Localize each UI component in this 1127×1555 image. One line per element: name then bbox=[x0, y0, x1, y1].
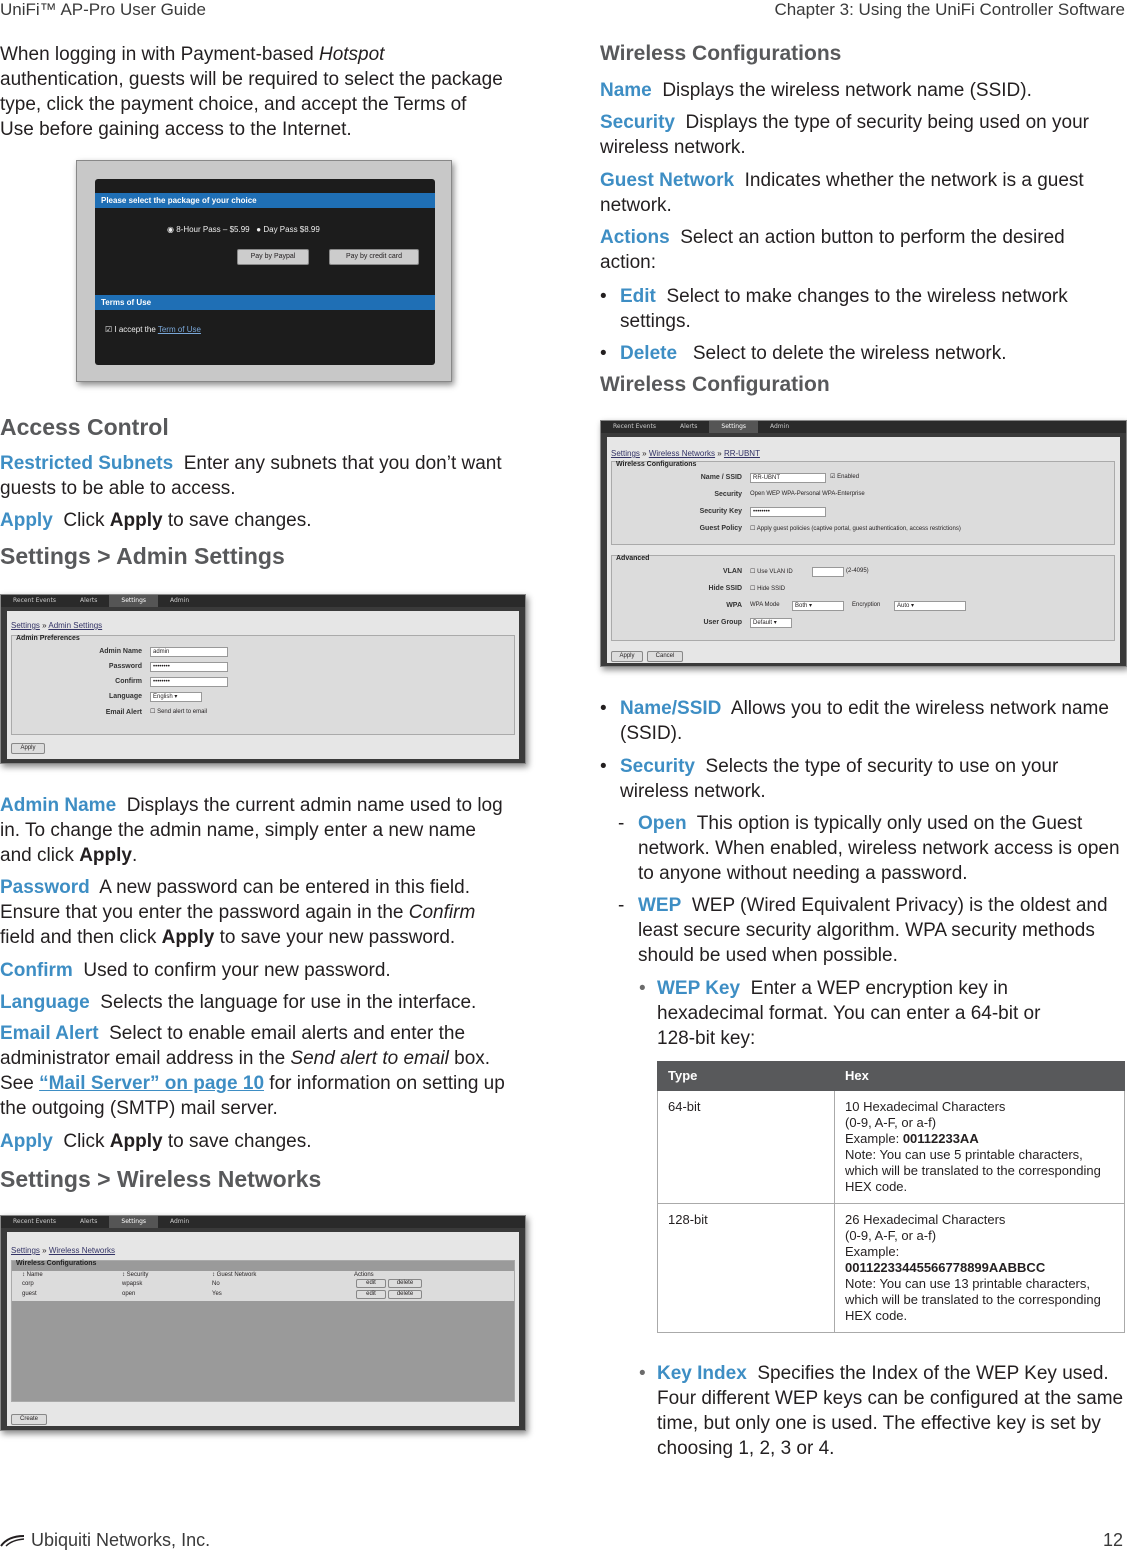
footer-company: Ubiquiti Networks, Inc. bbox=[0, 1530, 210, 1551]
admin-apply-desc: Apply Click Apply to save changes. bbox=[0, 1131, 312, 1152]
security-radios[interactable]: Open WEP WPA-Personal WPA-Enterprise bbox=[750, 491, 865, 497]
table-row: guest bbox=[22, 1291, 37, 1297]
guest-policy-label: Guest Policy bbox=[699, 525, 742, 532]
table-cell: 10 Hexadecimal Characters (0-9, A-F, or a-f) Example: 00112233AA Note: You can use 5 printable characters, which will be translated to the corresponding HEX code. bbox=[835, 1091, 1125, 1204]
table-cell: 26 Hexadecimal Characters (0-9, A-F, or a-f) Example: 00112233445566778899AABBCC Note: You can use 13 printable characters, which will be translated to the corresponding HEX code. bbox=[835, 1204, 1125, 1333]
confirm-desc: Confirm Used to confirm your new password. bbox=[0, 960, 391, 981]
encryption-label: Encryption bbox=[852, 602, 881, 608]
table-row: corp bbox=[22, 1281, 34, 1287]
hide-ssid-label: Hide SSID bbox=[708, 585, 742, 592]
language-label: Language bbox=[108, 693, 142, 700]
breadcrumb: Settings » Wireless Networks » RR-UBNT bbox=[611, 449, 760, 458]
password-input[interactable]: •••••••• bbox=[150, 662, 228, 672]
table-cell: open bbox=[122, 1291, 136, 1297]
ubiquiti-logo-icon bbox=[0, 1534, 26, 1548]
open-desc: - Open This option is typically only used on the Guest network. When enabled, wireless network access is open to anyone without needing a password. bbox=[618, 813, 1120, 884]
config-panel bbox=[607, 437, 1120, 663]
tab-recent-events[interactable]: Recent Events bbox=[13, 597, 56, 604]
radio-icon[interactable]: ◉ bbox=[167, 225, 174, 234]
column-hex: Hex bbox=[835, 1062, 1125, 1091]
apply-button[interactable]: Apply bbox=[611, 651, 643, 662]
tab-alerts[interactable]: Alerts bbox=[79, 1218, 98, 1225]
package-options: ◉ 8-Hour Pass – $5.99 ● Day Pass $8.99 bbox=[167, 225, 320, 234]
network-table bbox=[12, 1271, 514, 1301]
group-title: Admin Preferences bbox=[16, 635, 80, 642]
breadcrumb: Settings » Wireless Networks bbox=[11, 1246, 116, 1255]
table-cell: No bbox=[212, 1281, 220, 1287]
table-row bbox=[658, 1204, 1125, 1333]
pay-paypal-button[interactable]: Pay by Paypal bbox=[237, 249, 309, 265]
checkbox-icon[interactable]: ☑ bbox=[830, 474, 836, 480]
tab-bar bbox=[601, 421, 1126, 433]
guest-network-desc: Guest Network Indicates whether the network is a guest network. bbox=[600, 170, 1084, 216]
security-key-label: Security Key bbox=[699, 508, 742, 515]
security-key-input[interactable]: •••••••• bbox=[750, 507, 826, 517]
security-label: Security bbox=[714, 491, 742, 498]
cancel-button[interactable]: Cancel bbox=[647, 651, 683, 662]
guest-policy-checkbox[interactable]: ☐ Apply guest policies (captive portal, guest authentication, access restrictions) bbox=[750, 526, 961, 532]
email-alert-desc: Email Alert Select to enable email alerts and enter the administrator email address in the Send alert to email box. See “Mail Server” on page 10 for information on setting up the outgoing (SMTP) mail server. bbox=[0, 1023, 505, 1119]
user-group-label: User Group bbox=[703, 619, 742, 626]
encryption-select[interactable]: Auto ▾ bbox=[894, 601, 966, 611]
wep-desc: - WEP WEP (Wired Equivalent Privacy) is the oldest and least secure security algorithm. WPA security methods should be used when possible. bbox=[618, 895, 1108, 966]
password-label: Password bbox=[108, 663, 142, 670]
hotspot-intro: When logging in with Payment-based Hotspot authentication, guests will be required to select the package type, click the payment choice, and accept the Terms of Use before gaining access to the Internet. bbox=[0, 44, 503, 140]
wep-key-table bbox=[657, 1061, 1125, 1333]
email-alert-checkbox[interactable]: ☐ Send alert to email bbox=[150, 709, 208, 715]
table-cell: 64-bit bbox=[658, 1091, 835, 1204]
chevron-down-icon: ▾ bbox=[773, 620, 777, 626]
group-title: Advanced bbox=[616, 555, 650, 562]
key-index-desc: • Key Index Specifies the Index of the WEP Key used. Four different WEP keys can be configured at the same time, but only one is used. The effective key is set by choosing 1, 2, 3 or 4. bbox=[639, 1363, 1124, 1459]
checkbox-icon[interactable]: ☐ bbox=[750, 569, 756, 575]
tab-alerts[interactable]: Alerts bbox=[79, 597, 98, 604]
wireless-networks-heading: Settings > Wireless Networks bbox=[0, 1166, 322, 1192]
admin-name-label: Admin Name bbox=[99, 648, 142, 655]
admin-settings-screenshot bbox=[0, 594, 526, 764]
tab-admin[interactable]: Admin bbox=[170, 597, 190, 604]
table-cell: Yes bbox=[212, 1291, 222, 1297]
wireless-config-group bbox=[11, 1260, 515, 1402]
language-select[interactable]: English ▾ bbox=[150, 692, 202, 702]
chevron-down-icon: ▾ bbox=[174, 694, 178, 700]
confirm-input[interactable]: •••••••• bbox=[150, 677, 228, 687]
wireless-configurations-group bbox=[611, 461, 1115, 545]
confirm-label: Confirm bbox=[115, 678, 142, 685]
column-type: Type bbox=[658, 1062, 835, 1091]
hotspot-screenshot bbox=[76, 160, 452, 382]
vlan-input[interactable] bbox=[812, 567, 844, 577]
vlan-range: (2-4095) bbox=[846, 568, 869, 574]
wireless-configuration-screenshot bbox=[600, 420, 1127, 667]
email-alert-label: Email Alert bbox=[105, 709, 142, 716]
access-apply-desc: Apply Click Apply to save changes. bbox=[0, 510, 312, 531]
security-desc: Security Displays the type of security being used on your wireless network. bbox=[600, 112, 1089, 158]
wireless-panel bbox=[7, 1232, 519, 1426]
checkbox-icon[interactable]: ☐ bbox=[150, 709, 156, 715]
wep-key-desc: • WEP Key Enter a WEP encryption key in hexadecimal format. You can enter a 64-bit or 128-bit key: bbox=[639, 978, 1041, 1049]
tab-settings[interactable]: Settings bbox=[109, 1216, 158, 1228]
restricted-subnets-desc: Restricted Subnets Enter any subnets that you don’t want guests to be able to access. bbox=[0, 453, 502, 499]
advanced-group bbox=[611, 555, 1115, 641]
ssid-input[interactable]: RR-UBNT bbox=[750, 473, 826, 483]
wpa-label: WPA bbox=[726, 602, 742, 609]
delete-desc: • Delete Select to delete the wireless network. bbox=[600, 343, 1007, 364]
pay-card-button[interactable]: Pay by credit card bbox=[329, 249, 419, 265]
create-button[interactable]: Create bbox=[11, 1414, 47, 1425]
chapter-title: Chapter 3: Using the UniFi Controller Software bbox=[774, 0, 1125, 19]
group-title: Wireless Configurations bbox=[616, 461, 697, 468]
table-row bbox=[658, 1091, 1125, 1204]
table-cell: wpapsk bbox=[122, 1281, 143, 1287]
guide-title: UniFi™ AP-Pro User Guide bbox=[0, 0, 206, 19]
name-ssid-desc: • Name/SSID Allows you to edit the wireless network name (SSID). bbox=[600, 698, 1109, 744]
admin-panel bbox=[7, 611, 519, 759]
column-guest[interactable]: ↕ Guest Network bbox=[212, 1272, 257, 1278]
wireless-networks-screenshot bbox=[0, 1215, 526, 1431]
tab-alerts[interactable]: Alerts bbox=[679, 423, 698, 430]
wireless-configuration-heading: Wireless Configuration bbox=[600, 373, 830, 396]
tab-bar bbox=[1, 1216, 525, 1228]
radio-icon[interactable]: ● bbox=[256, 225, 262, 234]
access-control-heading: Access Control bbox=[0, 414, 169, 440]
column-actions: Actions bbox=[354, 1272, 374, 1278]
tab-bar bbox=[1, 595, 525, 607]
accept-terms[interactable]: ☑ I accept the Term of Use bbox=[105, 325, 201, 334]
checkbox-icon[interactable]: ☐ bbox=[750, 526, 756, 532]
table-cell: 128-bit bbox=[658, 1204, 835, 1333]
admin-name-input[interactable]: admin bbox=[150, 647, 228, 657]
admin-name-desc: Admin Name Displays the current admin name used to log in. To change the admin name, simply enter a new name and click Apply. bbox=[0, 795, 503, 866]
admin-settings-heading: Settings > Admin Settings bbox=[0, 543, 285, 569]
edit-desc: • Edit Select to make changes to the wireless network settings. bbox=[600, 286, 1068, 332]
edit-button[interactable]: edit bbox=[356, 1279, 386, 1288]
name-desc: Name Displays the wireless network name (SSID). bbox=[600, 80, 1032, 101]
chevron-down-icon: ▾ bbox=[911, 603, 915, 609]
delete-button[interactable]: delete bbox=[388, 1290, 422, 1299]
tab-admin[interactable]: Admin bbox=[170, 1218, 190, 1225]
tab-settings[interactable]: Settings bbox=[109, 595, 158, 607]
column-name[interactable]: ↕ Name bbox=[22, 1272, 43, 1278]
column-security[interactable]: ↕ Security bbox=[122, 1272, 149, 1278]
enabled-checkbox[interactable]: ☑ Enabled bbox=[830, 474, 860, 480]
checkbox-icon[interactable]: ☑ bbox=[105, 325, 113, 334]
chevron-down-icon: ▾ bbox=[809, 603, 813, 609]
hotspot-dialog bbox=[95, 179, 435, 365]
page-number: 12 bbox=[1102, 1530, 1123, 1550]
password-desc: Password A new password can be entered in this field. Ensure that you enter the password again in the Confirm field and then click Apply to save your new password. bbox=[0, 877, 476, 948]
wpa-mode-label: WPA Mode bbox=[750, 602, 780, 608]
tab-settings[interactable]: Settings bbox=[709, 421, 758, 433]
apply-button[interactable]: Apply bbox=[11, 743, 45, 754]
delete-button[interactable]: delete bbox=[388, 1279, 422, 1288]
language-desc: Language Selects the language for use in the interface. bbox=[0, 992, 477, 1013]
tab-recent-events[interactable]: Recent Events bbox=[613, 423, 656, 430]
checkbox-icon[interactable]: ☐ bbox=[750, 586, 756, 592]
edit-button[interactable]: edit bbox=[356, 1290, 386, 1299]
admin-preferences-group bbox=[11, 635, 515, 735]
wpa-mode-select[interactable]: Both ▾ bbox=[792, 601, 844, 611]
security-select-desc: • Security Selects the type of security to use on your wireless network. bbox=[600, 756, 1059, 802]
name-ssid-label: Name / SSID bbox=[700, 474, 742, 481]
vlan-label: VLAN bbox=[722, 568, 742, 575]
package-title: Please select the package of your choice bbox=[95, 193, 435, 208]
terms-title: Terms of Use bbox=[95, 295, 435, 310]
mail-server-link[interactable]: “Mail Server” on page 10 bbox=[39, 1073, 265, 1094]
tab-recent-events[interactable]: Recent Events bbox=[13, 1218, 56, 1225]
group-title: Wireless Configurations bbox=[16, 1260, 97, 1267]
hide-ssid-checkbox[interactable]: ☐ Hide SSID bbox=[750, 586, 786, 592]
vlan-checkbox[interactable]: ☐ Use VLAN ID bbox=[750, 569, 793, 575]
user-group-select[interactable]: Default ▾ bbox=[750, 618, 792, 628]
breadcrumb: Settings » Admin Settings bbox=[11, 621, 103, 630]
tab-admin[interactable]: Admin bbox=[770, 423, 790, 430]
wireless-configurations-heading: Wireless Configurations bbox=[600, 42, 842, 65]
actions-desc: Actions Select an action button to perform the desired action: bbox=[600, 227, 1065, 273]
